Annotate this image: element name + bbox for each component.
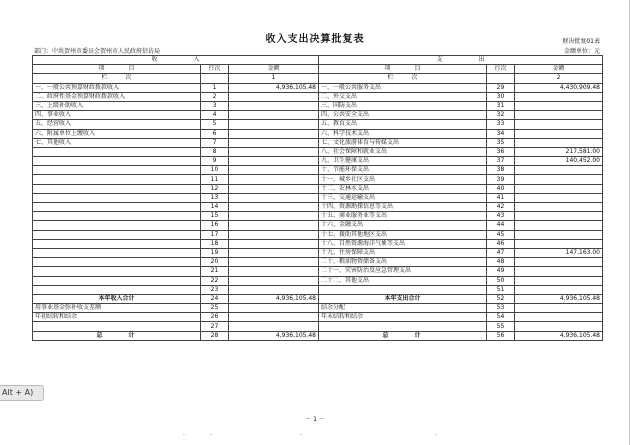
income-item <box>33 212 201 221</box>
table-row <box>33 92 603 101</box>
expense-amount: 4,430,909.48 <box>515 83 603 92</box>
table-row <box>33 101 603 110</box>
income-amount <box>229 276 319 285</box>
income-amount <box>229 120 319 129</box>
expense-amount <box>515 111 603 120</box>
table-row <box>33 175 603 184</box>
expense-amount <box>515 276 603 285</box>
income-line-number: 24 <box>201 294 229 303</box>
expense-amount: 147,163.00 <box>515 248 603 257</box>
header-row-columns <box>33 65 603 74</box>
expense-item <box>319 322 487 331</box>
income-column-number: 1 <box>229 74 319 83</box>
page-number: － 1 － <box>305 416 325 423</box>
header-row-sections <box>33 56 603 65</box>
table-row <box>33 212 603 221</box>
income-amount <box>229 166 319 175</box>
expense-item: 六、科学技术支出 <box>319 129 487 138</box>
income-item <box>33 147 201 156</box>
table-row <box>33 83 603 92</box>
income-item <box>33 157 201 166</box>
expense-line-number: 34 <box>487 129 515 138</box>
expense-amount <box>515 230 603 239</box>
total-year-row <box>33 294 603 303</box>
income-amount <box>229 267 319 276</box>
expense-line-number: 33 <box>487 120 515 129</box>
income-item <box>33 184 201 193</box>
expense-item: 九、卫生健康支出 <box>319 157 487 166</box>
expense-line-number: 42 <box>487 203 515 212</box>
income-amount <box>229 101 319 110</box>
income-item <box>33 285 201 294</box>
income-line-number: 14 <box>201 203 229 212</box>
table-row <box>33 285 603 294</box>
expense-line-number: 54 <box>487 313 515 322</box>
scan-dot: · <box>210 432 212 439</box>
expense-line-number: 46 <box>487 239 515 248</box>
income-item <box>33 322 201 331</box>
income-item <box>33 221 201 230</box>
expense-item: 年末结转和结余 <box>319 313 487 322</box>
expense-line-number: 47 <box>487 248 515 257</box>
income-amount <box>229 221 319 230</box>
expense-item: 十、节能环保支出 <box>319 166 487 175</box>
income-line-number: 13 <box>201 193 229 202</box>
table-row <box>33 313 603 322</box>
income-line-number: 28 <box>201 331 229 340</box>
screenshot-shortcut-tab[interactable]: Alt + A) <box>0 385 44 401</box>
income-item <box>33 239 201 248</box>
department-label: 部门：中共贺州市委员会贺州市人民政府信访局 <box>34 48 161 55</box>
expense-amount <box>515 129 603 138</box>
income-amount <box>229 175 319 184</box>
income-expense-table <box>32 55 603 341</box>
income-line-number: 10 <box>201 166 229 175</box>
expense-item: 十五、商业服务业等支出 <box>319 212 487 221</box>
income-line-number: 7 <box>201 138 229 147</box>
income-line-number: 17 <box>201 230 229 239</box>
expense-item <box>319 285 487 294</box>
expense-amount: 217,581.00 <box>515 147 603 156</box>
expense-line-number: 56 <box>487 331 515 340</box>
expense-line-number: 29 <box>487 83 515 92</box>
income-item: 一、一般公共预算财政拨款收入 <box>33 83 201 92</box>
income-item: 用事业基金弥补收支差额 <box>33 304 201 313</box>
expense-item: 八、社会保障和就业支出 <box>319 147 487 156</box>
expense-item: 二十二、其他支出 <box>319 276 487 285</box>
income-line-number: 27 <box>201 322 229 331</box>
expense-line-number: 48 <box>487 258 515 267</box>
income-line-number: 6 <box>201 129 229 138</box>
expense-amount <box>515 239 603 248</box>
expense-line-number: 45 <box>487 230 515 239</box>
amount-unit-label: 金额单位：元 <box>563 48 600 55</box>
expense-amount <box>515 138 603 147</box>
form-code: 财决批复01表 <box>562 38 600 45</box>
income-item <box>33 230 201 239</box>
income-item: 本年收入合计 <box>33 294 201 303</box>
income-item: 三、上级补助收入 <box>33 101 201 110</box>
scan-dot: · <box>300 432 302 439</box>
expense-amount: 4,936,105.48 <box>515 294 603 303</box>
income-line-number: 1 <box>201 83 229 92</box>
expense-item: 十一、城乡社区支出 <box>319 175 487 184</box>
expense-item: 十六、金融支出 <box>319 221 487 230</box>
table-row <box>33 239 603 248</box>
expense-item: 十二、农林水支出 <box>319 184 487 193</box>
income-line-number: 21 <box>201 267 229 276</box>
expense-item: 总 计 <box>319 331 487 340</box>
expense-line-number: 36 <box>487 147 515 156</box>
income-amount <box>229 313 319 322</box>
table-row <box>33 230 603 239</box>
income-item <box>33 276 201 285</box>
income-amount-header: 金额 <box>229 65 319 74</box>
expense-amount <box>515 120 603 129</box>
expense-item: 二、外交支出 <box>319 92 487 101</box>
scan-dot: · <box>183 432 185 439</box>
income-item: 四、事业收入 <box>33 111 201 120</box>
income-amount <box>229 147 319 156</box>
expense-line-number: 43 <box>487 212 515 221</box>
income-amount <box>229 248 319 257</box>
income-column-label: 栏 次 <box>33 74 201 83</box>
income-item: 五、经营收入 <box>33 120 201 129</box>
income-line-number: 2 <box>201 92 229 101</box>
income-line-number: 15 <box>201 212 229 221</box>
income-line-number: 18 <box>201 239 229 248</box>
expense-line-number: 40 <box>487 184 515 193</box>
income-amount <box>229 193 319 202</box>
scan-dot: · <box>435 432 437 439</box>
grand-total-row <box>33 331 603 340</box>
expense-item: 十三、交通运输支出 <box>319 193 487 202</box>
table-row <box>33 147 603 156</box>
income-amount <box>229 157 319 166</box>
expense-amount <box>515 92 603 101</box>
income-line-number: 26 <box>201 313 229 322</box>
expense-line-number: 41 <box>487 193 515 202</box>
expense-item-header: 项 目 <box>319 65 487 74</box>
income-item <box>33 258 201 267</box>
expense-item: 结余分配 <box>319 304 487 313</box>
income-item <box>33 175 201 184</box>
income-item: 六、附属单位上缴收入 <box>33 129 201 138</box>
table-row <box>33 120 603 129</box>
expense-amount <box>515 221 603 230</box>
income-item <box>33 193 201 202</box>
expense-line-number: 52 <box>487 294 515 303</box>
expense-line-number: 55 <box>487 322 515 331</box>
income-section-header: 收 入 <box>33 56 319 65</box>
expense-amount <box>515 184 603 193</box>
income-line-number: 20 <box>201 258 229 267</box>
table-row <box>33 166 603 175</box>
expense-item: 七、文化旅游体育与传媒支出 <box>319 138 487 147</box>
expense-item: 四、公共安全支出 <box>319 111 487 120</box>
income-amount: 4,936,105.48 <box>229 83 319 92</box>
income-item <box>33 267 201 276</box>
expense-item: 十七、援助其他地区支出 <box>319 230 487 239</box>
income-line-header: 行次 <box>201 65 229 74</box>
income-amount: 4,936,105.48 <box>229 294 319 303</box>
expense-line-number: 31 <box>487 101 515 110</box>
income-amount <box>229 322 319 331</box>
expense-line-number: 44 <box>487 221 515 230</box>
header-row-column-numbers <box>33 74 603 83</box>
income-item <box>33 248 201 257</box>
expense-line-header: 行次 <box>487 65 515 74</box>
table-row <box>33 111 603 120</box>
expense-line-number: 37 <box>487 157 515 166</box>
income-line-number: 22 <box>201 276 229 285</box>
income-amount <box>229 111 319 120</box>
expense-amount <box>515 193 603 202</box>
expense-amount: 140,452.00 <box>515 157 603 166</box>
income-item <box>33 203 201 212</box>
table-row <box>33 248 603 257</box>
income-amount <box>229 304 319 313</box>
expense-item: 二十一、灾害防治及应急管理支出 <box>319 267 487 276</box>
expense-line-number: 32 <box>487 111 515 120</box>
table-row <box>33 304 603 313</box>
expense-amount: 4,936,105.48 <box>515 331 603 340</box>
income-item: 总 计 <box>33 331 201 340</box>
income-line-number: 8 <box>201 147 229 156</box>
income-item: 七、其他收入 <box>33 138 201 147</box>
expense-amount-header: 金额 <box>515 65 603 74</box>
table-row <box>33 276 603 285</box>
expense-line-number: 49 <box>487 267 515 276</box>
income-line-number: 23 <box>201 285 229 294</box>
income-line-number: 19 <box>201 248 229 257</box>
income-amount <box>229 129 319 138</box>
table-row <box>33 129 603 138</box>
table-row <box>33 203 603 212</box>
income-item <box>33 166 201 175</box>
income-line-number: 9 <box>201 157 229 166</box>
income-line-number: 12 <box>201 184 229 193</box>
income-amount <box>229 285 319 294</box>
table-row <box>33 193 603 202</box>
expense-item: 十八、自然资源海洋气象等支出 <box>319 239 487 248</box>
table-row <box>33 221 603 230</box>
expense-column-empty <box>487 74 515 83</box>
expense-amount <box>515 212 603 221</box>
expense-amount <box>515 267 603 276</box>
income-amount: 4,936,105.48 <box>229 331 319 340</box>
table-row <box>33 138 603 147</box>
expense-amount <box>515 285 603 294</box>
expense-item: 十四、资源勘探信息等支出 <box>319 203 487 212</box>
expense-item: 十九、住房保障支出 <box>319 248 487 257</box>
income-column-empty <box>201 74 229 83</box>
table-row <box>33 322 603 331</box>
income-amount <box>229 92 319 101</box>
income-line-number: 5 <box>201 120 229 129</box>
expense-amount <box>515 175 603 184</box>
expense-line-number: 53 <box>487 304 515 313</box>
expense-item: 五、教育支出 <box>319 120 487 129</box>
expense-amount <box>515 304 603 313</box>
expense-section-header: 支 出 <box>319 56 603 65</box>
expense-amount <box>515 322 603 331</box>
income-amount <box>229 230 319 239</box>
expense-column-number: 2 <box>515 74 603 83</box>
income-line-number: 25 <box>201 304 229 313</box>
expense-line-number: 38 <box>487 166 515 175</box>
report-title: 收入支出决算批复表 <box>265 34 365 45</box>
expense-item: 一、一般公共服务支出 <box>319 83 487 92</box>
expense-amount <box>515 203 603 212</box>
income-line-number: 3 <box>201 101 229 110</box>
expense-line-number: 50 <box>487 276 515 285</box>
table-row <box>33 267 603 276</box>
income-line-number: 11 <box>201 175 229 184</box>
income-amount <box>229 184 319 193</box>
expense-item: 三、国防支出 <box>319 101 487 110</box>
table-row <box>33 258 603 267</box>
income-line-number: 4 <box>201 111 229 120</box>
table-row <box>33 157 603 166</box>
income-item: 年初结转和结余 <box>33 313 201 322</box>
expense-amount <box>515 258 603 267</box>
expense-amount <box>515 313 603 322</box>
income-amount <box>229 258 319 267</box>
table-row <box>33 184 603 193</box>
expense-column-label: 栏 次 <box>319 74 487 83</box>
income-amount <box>229 212 319 221</box>
income-amount <box>229 239 319 248</box>
expense-amount <box>515 101 603 110</box>
income-line-number: 16 <box>201 221 229 230</box>
expense-item: 二十、粮油物资储备支出 <box>319 258 487 267</box>
expense-line-number: 35 <box>487 138 515 147</box>
expense-line-number: 30 <box>487 92 515 101</box>
expense-item: 本年支出合计 <box>319 294 487 303</box>
income-item: 二、政府性基金预算财政拨款收入 <box>33 92 201 101</box>
income-amount <box>229 138 319 147</box>
income-amount <box>229 203 319 212</box>
expense-line-number: 51 <box>487 285 515 294</box>
expense-amount <box>515 166 603 175</box>
income-item-header: 项 目 <box>33 65 201 74</box>
expense-line-number: 39 <box>487 175 515 184</box>
